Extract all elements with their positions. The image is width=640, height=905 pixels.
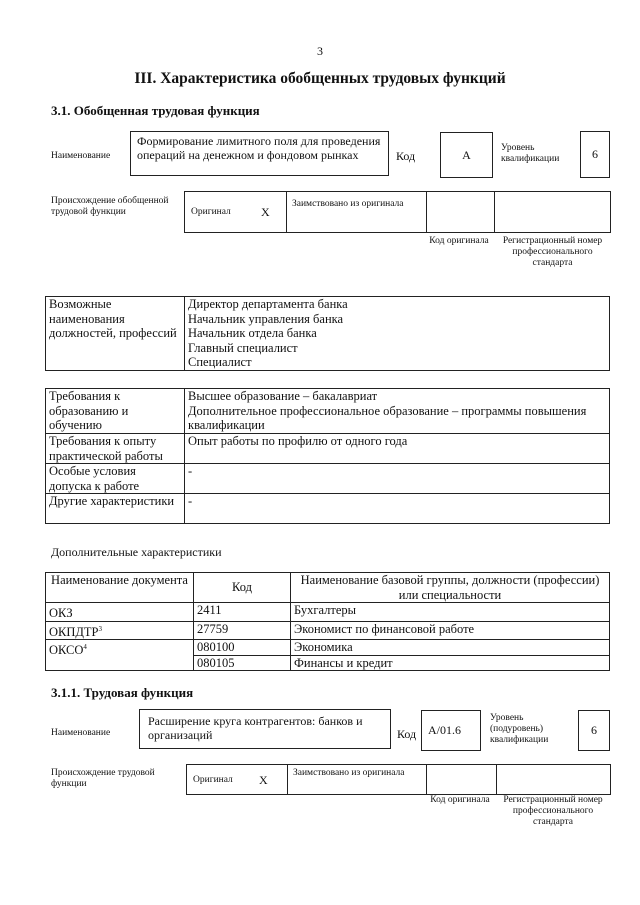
requirement-label: Другие характеристики [46, 494, 185, 524]
tf-original-mark: Х [259, 773, 268, 787]
positions-list [185, 297, 610, 371]
divider [426, 192, 427, 232]
gtf-level-label: Уровень квалификации [501, 143, 560, 164]
tf-original-label: Оригинал [193, 775, 233, 785]
doc-name: ОКЗ [49, 606, 73, 621]
divider [286, 192, 287, 232]
gtf-origin-box [184, 191, 611, 233]
position-item: Главный специалист [188, 340, 298, 355]
footnote-mark: 3 [98, 624, 103, 633]
table-row [46, 494, 610, 524]
position-item: Специалист [188, 355, 252, 369]
tf-name-box [139, 709, 391, 749]
tf-origin-label: Происхождение трудовой функции [51, 768, 155, 789]
tf-origin-box [186, 764, 611, 795]
name-cell: Экономика [291, 640, 610, 656]
table-header-row [46, 573, 610, 603]
doc-cell [46, 603, 194, 622]
requirement-value: - [185, 494, 610, 524]
additional-table [45, 572, 610, 671]
table-row [46, 464, 610, 494]
table-row [46, 640, 610, 656]
table-row [46, 603, 610, 622]
doc-name: ОКПДТР [49, 624, 99, 639]
code-cell: 080105 [194, 655, 291, 671]
footnote-mark: 4 [83, 643, 87, 652]
table-row [46, 389, 610, 434]
requirements-table [45, 388, 610, 524]
tf-level-label: Уровень (подуровень) квалификации [490, 713, 549, 745]
gtf-reg-number-caption: Регистрационный номер профессионального стандарта [502, 236, 603, 268]
column-header: Наименование базовой группы, должности (профессии) или специальности [291, 573, 610, 603]
gtf-name-label: Наименование [51, 151, 111, 161]
column-header: Наименование документа [46, 573, 194, 603]
gtf-origin-label: Происхождение обобщенной трудовой функции [51, 196, 169, 217]
tf-code-label: Код [397, 727, 417, 741]
tf-orig-code-caption: Код оригинала [430, 795, 490, 805]
tf-reg-number-caption: Регистрационный номер профессионального стандарта [503, 795, 603, 827]
tf-level-value: 6 [578, 710, 610, 751]
divider [494, 192, 495, 232]
tf-code-value: А/01.6 [421, 710, 481, 751]
doc-cell [46, 640, 194, 671]
requirement-value: - [185, 464, 610, 494]
column-header: Код [194, 573, 291, 603]
tf-name-label: Наименование [51, 728, 111, 738]
gtf-code-label: Код [396, 149, 416, 163]
doc-cell [46, 621, 194, 640]
name-cell: Бухгалтеры [291, 603, 610, 622]
positions-label: Возможные наименования должностей, профессий [46, 297, 185, 371]
position-item: Начальник управления банка [188, 311, 344, 326]
gtf-borrowed-label: Заимствовано из оригинала [292, 199, 404, 209]
name-cell: Финансы и кредит [291, 655, 610, 671]
position-item: Директор департамента банка [188, 297, 348, 311]
position-item: Начальник отдела банка [188, 326, 317, 340]
divider [496, 765, 497, 794]
table-row [46, 621, 610, 640]
section-title: III. Характеристика обобщенных трудовых функций [134, 70, 506, 87]
gtf-name-value: Формирование лимитного поля для проведения операций на денежном и фондовом рынках [137, 134, 381, 162]
gtf-code-value: А [440, 132, 493, 178]
gtf-orig-code-caption: Код оригинала [429, 236, 489, 246]
doc-name: ОКСО [49, 643, 84, 658]
tf-heading: 3.1.1. Трудовая функция [51, 685, 194, 700]
additional-title: Дополнительные характеристики [51, 545, 222, 559]
code-cell: 2411 [194, 603, 291, 622]
gtf-heading: 3.1. Обобщенная трудовая функция [51, 103, 260, 118]
requirement-label: Особые условия допуска к работе [46, 464, 185, 494]
page-number: 3 [317, 44, 323, 58]
code-cell: 080100 [194, 640, 291, 656]
tf-borrowed-label: Заимствовано из оригинала [293, 768, 405, 778]
gtf-original-label: Оригинал [191, 207, 231, 217]
tf-name-value: Расширение круга контрагентов: банков и организаций [148, 714, 363, 742]
table-row [46, 434, 610, 464]
requirement-label: Требования к опыту практической работы [46, 434, 185, 464]
requirement-value: Высшее образование – бакалавриат Дополнительное профессиональное образование – программы повышения квалификации [185, 389, 610, 434]
divider [287, 765, 288, 794]
code-cell: 27759 [194, 621, 291, 640]
gtf-original-mark: Х [261, 205, 270, 219]
gtf-name-box [130, 131, 389, 176]
divider [426, 765, 427, 794]
requirement-value: Опыт работы по профилю от одного года [185, 434, 610, 464]
positions-table [45, 296, 610, 371]
requirement-label: Требования к образованию и обучению [46, 389, 185, 434]
gtf-level-value: 6 [580, 131, 610, 178]
name-cell: Экономист по финансовой работе [291, 621, 610, 640]
